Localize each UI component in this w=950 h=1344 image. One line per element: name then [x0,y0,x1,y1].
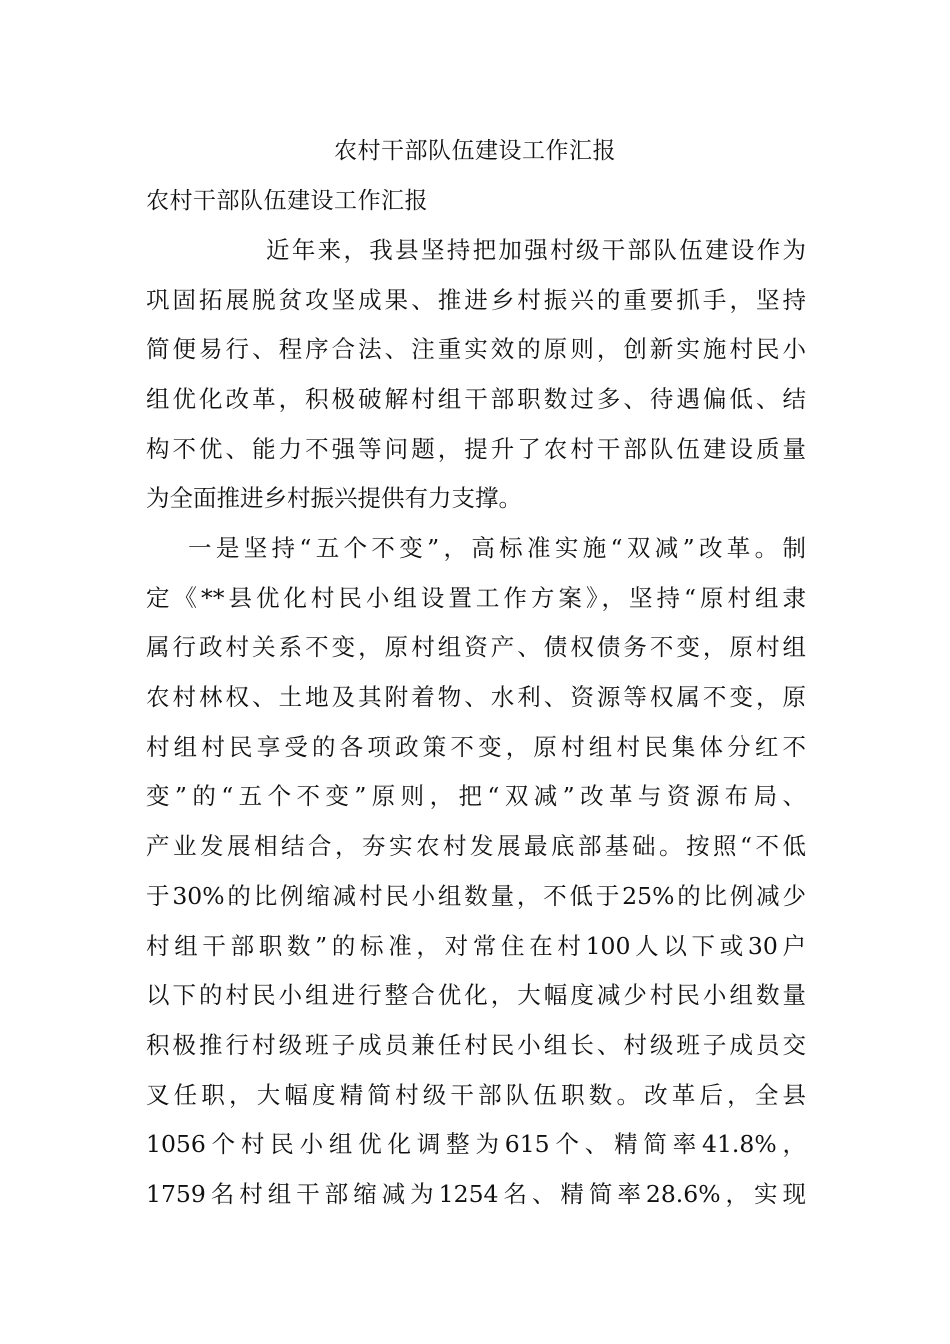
paragraph-line: 一是坚持“五个不变”，高标准实施“双减”改革。制 [188,534,806,562]
paragraph-line: 定《**县优化村民小组设置工作方案》，坚持“原村组隶 [146,583,806,612]
paragraph-line: 村组干部职数”的标准，对常住在村100人以下或30户 [146,931,806,960]
paragraph-line: 叉任职，大幅度精简村级干部队伍职数。改革后，全县 [146,1080,806,1109]
paragraph-first-point [146,524,806,1220]
paragraph-line: 1759名村组干部缩减为1254名、精简率28.6%，实现 [146,1179,806,1208]
paragraph-line: 构不优、能力不强等问题，提升了农村干部队伍建设质量 [146,434,806,463]
paragraph-line: 1056个村民小组优化调整为615个、精简率41.8%， [146,1130,806,1159]
document-title: 农村干部队伍建设工作汇报 [334,138,616,164]
paragraph-line: 变”的“五个不变”原则，把“双减”改革与资源布局、 [146,782,806,811]
paragraph-line: 巩固拓展脱贫攻坚成果、推进乡村振兴的重要抓手，坚持 [146,285,806,314]
paragraph-line: 简便易行、程序合法、注重实效的原则，创新实施村民小 [146,335,806,364]
paragraph-line: 近年来，我县坚持把加强村级干部队伍建设作为 [266,236,806,264]
paragraph-line: 农村林权、土地及其附着物、水利、资源等权属不变，原 [146,683,806,712]
paragraph-line: 为全面推进乡村振兴提供有力支撑。 [146,484,522,513]
paragraph-intro [146,226,806,524]
paragraph-line: 产业发展相结合，夯实农村发展最底部基础。按照“不低 [146,832,806,861]
paragraph-line: 属行政村关系不变，原村组资产、债权债务不变，原村组 [146,633,806,662]
paragraph-line: 于30%的比例缩减村民小组数量，不低于25%的比例减少 [146,881,806,910]
paragraph-line: 村组村民享受的各项政策不变，原村组村民集体分红不 [146,732,806,761]
paragraph-line: 以下的村民小组进行整合优化，大幅度减少村民小组数量 [146,981,806,1010]
paragraph-line: 积极推行村级班子成员兼任村民小组长、村级班子成员交 [146,1030,806,1059]
paragraph-line: 组优化改革，积极破解村组干部职数过多、待遇偏低、结 [146,385,806,414]
document-subtitle: 农村干部队伍建设工作汇报 [146,188,428,214]
